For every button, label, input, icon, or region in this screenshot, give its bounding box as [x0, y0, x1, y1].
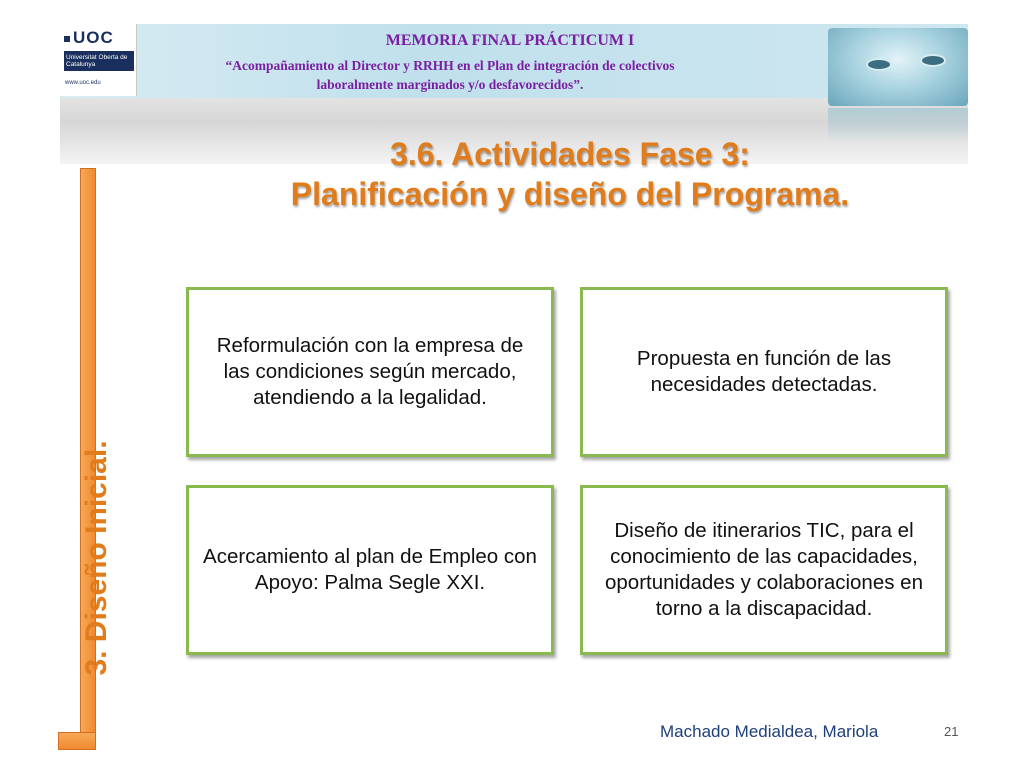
activity-box: [186, 287, 554, 457]
header-subtitle: [140, 56, 760, 94]
activity-box-text: Diseño de itinerarios TIC, para el conocimiento de las capacidades, oportunidades y colaboraciones en torno a la discapacidad.: [605, 519, 923, 620]
side-accent-foot: [58, 732, 96, 750]
activity-box: [580, 287, 948, 457]
activity-box-text: Propuesta en función de las necesidades detectadas.: [636, 347, 892, 396]
activity-box: [186, 485, 554, 655]
uoc-logo-mark: UOC: [64, 28, 114, 48]
activity-box-text: Reformulación con la empresa de las condiciones según mercado, atendiendo a la legalidad.: [216, 334, 524, 409]
activity-box-text: Acercamiento al plan de Empleo con Apoyo: Palma Segle XXI.: [203, 545, 537, 594]
slide-title: [170, 134, 970, 214]
activity-box: [580, 485, 948, 655]
header-subtitle-line1: “Acompañamiento al Director y RRHH en el Plan de integración de colectivos: [225, 58, 675, 73]
slide-title-line1: 3.6. Actividades Fase 3:: [390, 136, 750, 172]
uoc-logo-url: www.uoc.edu: [65, 80, 101, 86]
header-subtitle-line2: laboralmente marginados y/o desfavorecidos”.: [316, 77, 584, 92]
eye-icon: [920, 54, 946, 67]
page-number: 21: [944, 724, 959, 739]
header-photo: [828, 28, 968, 106]
side-label: 3. Diseño Inicial.: [80, 440, 113, 676]
uoc-logo: [60, 24, 137, 96]
slide-title-line2: Planificación y diseño del Programa.: [290, 176, 850, 212]
header-title: MEMORIA FINAL PRÁCTICUM I: [385, 32, 635, 49]
eye-icon: [866, 58, 892, 71]
footer-author: Machado Medialdea, Mariola: [660, 722, 879, 741]
uoc-logo-name: Universitat Oberta de Catalunya: [64, 51, 134, 71]
